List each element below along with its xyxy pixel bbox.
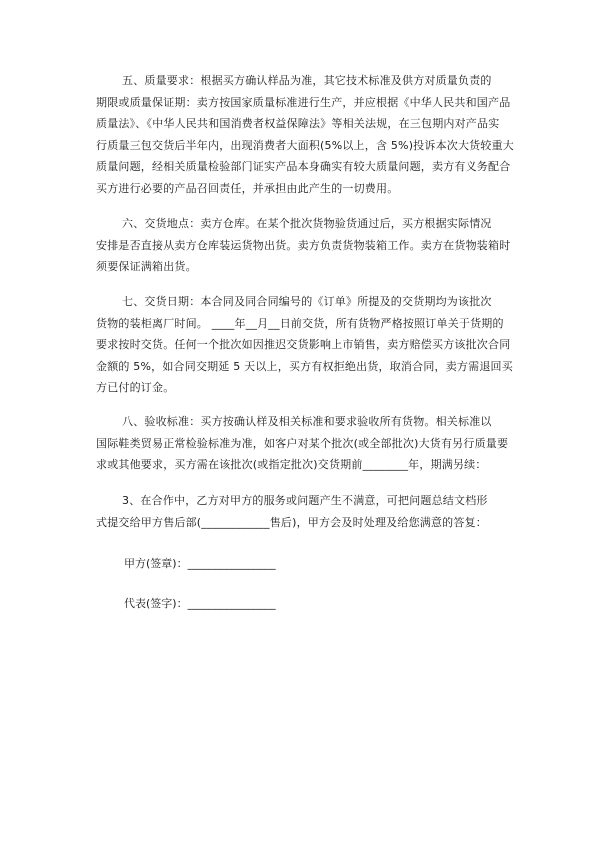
paragraph-line: 3、在合作中，乙方对甲方的服务或问题产生不满意，可把问题总结文档形 [122,494,488,507]
paragraph-line: 买方进行必要的产品召回责任，并承担由此产生的一切费用。 [96,181,399,195]
paragraph-line: 要求按时交货。任何一个批次如因推迟交货影响上市销售，卖方赔偿买方该批次合同 [96,338,511,352]
paragraph-line: 须要保证满箱出货。 [96,260,197,274]
delivery-place-paragraph [96,213,526,278]
paragraph-line: 国际鞋类贸易正常检验标准为准，如客户对某个批次(或全部批次)大货有另行质量要 [96,436,509,450]
paragraph-line: 货物的装柜离厂时间。 ____年__月__日前交货，所有货物严格按照订单关于货期的 [96,316,504,330]
quality-requirements-paragraph [96,70,526,200]
party-a-signature-line: 甲方(签章)：________________ [124,557,276,570]
acceptance-standard-paragraph [96,411,526,476]
paragraph-line: 七、交货日期：本合同及同合同编号的《订单》所提及的交货期均为该批次 [122,295,492,308]
paragraph-line: 式提交给甲方售后部(____________售后)，甲方会及时处理及给您满意的答复： [96,515,487,529]
paragraph-line: 期限或质量保证期：卖方按国家质量标准进行生产，并应根据《中华人民共和国产品 [96,95,511,109]
paragraph-line: 六、交货地点：卖方仓库。在某个批次货物验货通过后，买方根据实际情况 [122,217,492,230]
representative-signature-line: 代表(签字)：________________ [124,597,276,610]
complaint-paragraph [96,490,526,533]
paragraph-line: 方已付的订金。 [96,381,175,395]
delivery-date-paragraph [96,291,526,399]
paragraph-line: 质量问题，经相关质量检验部门证实产品本身确实有较大质量问题，卖方有义务配合 [96,160,511,174]
paragraph-line: 金额的 5%，如合同交期延 5 天以上，买方有权拒绝出货，取消合同，卖方需退回买 [96,359,513,373]
paragraph-line: 五、质量要求：根据买方确认样品为准，其它技术标准及供方对质量负责的 [122,74,492,87]
paragraph-line: 求或其他要求，买方需在该批次(或指定批次)交货期前________年，期满另续： [96,458,487,472]
paragraph-line: 质量法》、《中华人民共和国消费者权益保障法》等相关法规，在三包期内对产品实 [96,117,500,131]
paragraph-line: 八、验收标准：买方按确认样及相关标准和要求验收所有货物。相关标准以 [122,415,492,428]
paragraph-line: 安排是否直接从卖方仓库装运货物出货。卖方负责货物装箱工作。卖方在货物装箱时 [96,238,511,252]
paragraph-line: 行质量三包交货后半年内，出现消费者大面积(5%以上，含 5%)投诉本次大货较重大 [96,138,514,152]
